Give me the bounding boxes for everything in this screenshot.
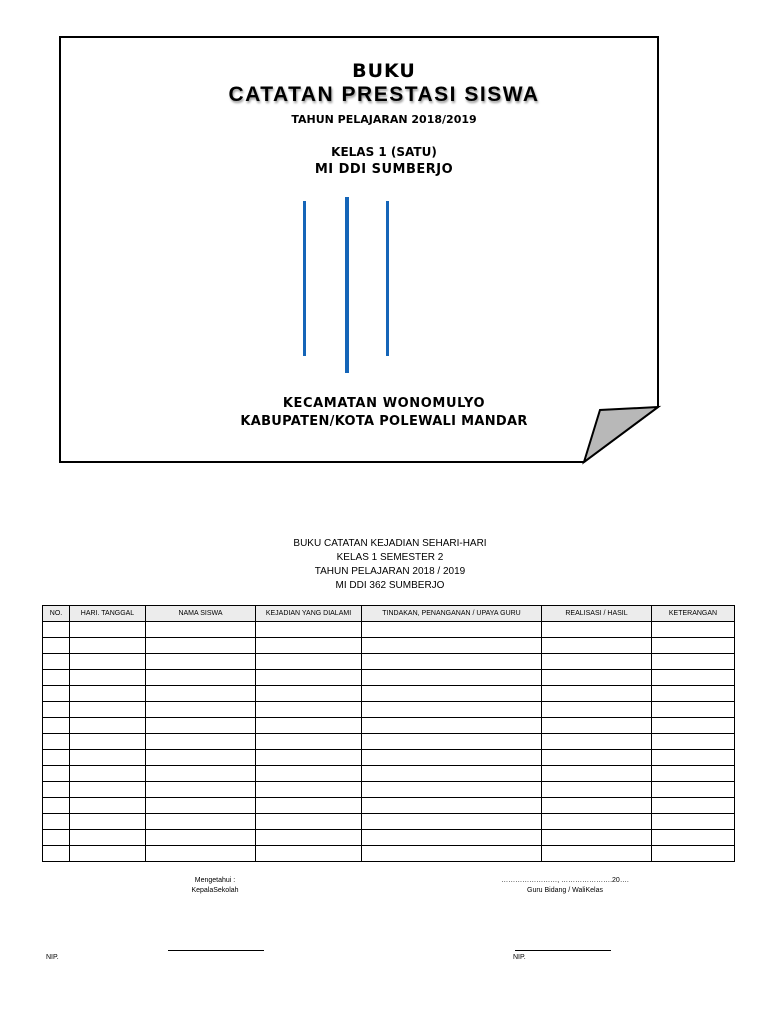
cover-school-year: TAHUN PELAJARAN 2018/2019 bbox=[291, 113, 477, 126]
table-cell[interactable] bbox=[542, 734, 652, 750]
col-header-action: TINDAKAN, PENANGANAN / UPAYA GURU bbox=[362, 606, 542, 622]
table-cell[interactable] bbox=[70, 814, 146, 830]
table-row bbox=[43, 654, 735, 670]
table-cell[interactable] bbox=[256, 654, 362, 670]
principal-label: KepalaSekolah bbox=[191, 887, 239, 894]
table-cell[interactable] bbox=[70, 734, 146, 750]
table-cell[interactable] bbox=[43, 750, 70, 766]
table-cell[interactable] bbox=[652, 814, 735, 830]
table-cell[interactable] bbox=[70, 718, 146, 734]
table-cell[interactable] bbox=[652, 670, 735, 686]
table-cell[interactable] bbox=[652, 782, 735, 798]
table-cell[interactable] bbox=[652, 734, 735, 750]
logbook-class-semester: KELAS 1 SEMESTER 2 bbox=[336, 552, 444, 563]
table-cell[interactable] bbox=[652, 718, 735, 734]
table-cell[interactable] bbox=[256, 782, 362, 798]
decor-line-right bbox=[386, 201, 389, 356]
table-cell[interactable] bbox=[146, 830, 256, 846]
table-cell[interactable] bbox=[256, 814, 362, 830]
table-cell[interactable] bbox=[652, 622, 735, 638]
table-header-row bbox=[43, 606, 735, 622]
table-cell[interactable] bbox=[43, 670, 70, 686]
table-row bbox=[43, 766, 735, 782]
table-cell[interactable] bbox=[43, 734, 70, 750]
table-cell[interactable] bbox=[542, 638, 652, 654]
table-cell[interactable] bbox=[43, 702, 70, 718]
table-cell[interactable] bbox=[256, 622, 362, 638]
table-row bbox=[43, 686, 735, 702]
table-cell[interactable] bbox=[362, 718, 542, 734]
table-cell[interactable] bbox=[256, 750, 362, 766]
table-cell[interactable] bbox=[146, 750, 256, 766]
decor-line-center bbox=[345, 197, 349, 373]
table-cell[interactable] bbox=[542, 654, 652, 670]
table-cell[interactable] bbox=[652, 750, 735, 766]
principal-signature-line bbox=[168, 950, 264, 951]
table-cell[interactable] bbox=[256, 670, 362, 686]
cover-page bbox=[0, 0, 768, 470]
table-cell[interactable] bbox=[362, 638, 542, 654]
table-cell[interactable] bbox=[43, 798, 70, 814]
table-cell[interactable] bbox=[652, 798, 735, 814]
table-cell[interactable] bbox=[70, 798, 146, 814]
table-cell[interactable] bbox=[542, 750, 652, 766]
table-row bbox=[43, 718, 735, 734]
table-cell[interactable] bbox=[146, 686, 256, 702]
table-cell[interactable] bbox=[256, 638, 362, 654]
table-cell[interactable] bbox=[542, 846, 652, 862]
table-cell[interactable] bbox=[43, 846, 70, 862]
table-cell[interactable] bbox=[362, 622, 542, 638]
nip-right: NIP. bbox=[513, 954, 526, 961]
table-cell[interactable] bbox=[256, 830, 362, 846]
logbook-school-year: TAHUN PELAJARAN 2018 / 2019 bbox=[314, 566, 466, 577]
table-cell[interactable] bbox=[542, 718, 652, 734]
table-cell[interactable] bbox=[43, 766, 70, 782]
logbook-title: BUKU CATATAN KEJADIAN SEHARI-HARI bbox=[293, 538, 487, 549]
table-cell[interactable] bbox=[70, 830, 146, 846]
table-cell[interactable] bbox=[362, 798, 542, 814]
table-cell[interactable] bbox=[146, 622, 256, 638]
table-cell[interactable] bbox=[652, 830, 735, 846]
col-header-no: NO. bbox=[43, 606, 70, 622]
table-cell[interactable] bbox=[652, 638, 735, 654]
table-cell[interactable] bbox=[652, 686, 735, 702]
table-cell[interactable] bbox=[652, 846, 735, 862]
table-cell[interactable] bbox=[256, 846, 362, 862]
table-cell[interactable] bbox=[362, 830, 542, 846]
table-cell[interactable] bbox=[652, 702, 735, 718]
date-line: ……………………, ………………….20…. bbox=[501, 877, 629, 884]
table-cell[interactable] bbox=[542, 830, 652, 846]
col-header-date: HARI. TANGGAL bbox=[70, 606, 146, 622]
table-cell[interactable] bbox=[362, 750, 542, 766]
table-cell[interactable] bbox=[146, 670, 256, 686]
table-row bbox=[43, 798, 735, 814]
cover-class: KELAS 1 (SATU) bbox=[331, 145, 437, 159]
table-row bbox=[43, 846, 735, 862]
cover-district: KECAMATAN WONOMULYO bbox=[282, 396, 486, 411]
teacher-signature-line bbox=[515, 950, 611, 951]
table-cell[interactable] bbox=[256, 686, 362, 702]
table-cell[interactable] bbox=[70, 846, 146, 862]
table-row bbox=[43, 814, 735, 830]
col-header-student-name: NAMA SISWA bbox=[146, 606, 256, 622]
table-row bbox=[43, 638, 735, 654]
table-cell[interactable] bbox=[70, 638, 146, 654]
col-header-incident: KEJADIAN YANG DIALAMI bbox=[256, 606, 362, 622]
table-row bbox=[43, 830, 735, 846]
table-cell[interactable] bbox=[362, 686, 542, 702]
table-cell[interactable] bbox=[362, 670, 542, 686]
table-cell[interactable] bbox=[146, 846, 256, 862]
col-header-notes: KETERANGAN bbox=[652, 606, 735, 622]
table-cell[interactable] bbox=[362, 734, 542, 750]
table-cell[interactable] bbox=[256, 766, 362, 782]
table-cell[interactable] bbox=[362, 766, 542, 782]
nip-left: NIP. bbox=[46, 954, 59, 961]
table-cell[interactable] bbox=[43, 654, 70, 670]
table-cell[interactable] bbox=[362, 846, 542, 862]
cover-title-top: BUKU bbox=[352, 60, 416, 82]
table-cell[interactable] bbox=[542, 622, 652, 638]
table-cell[interactable] bbox=[70, 670, 146, 686]
decor-line-left bbox=[303, 201, 306, 356]
table-cell[interactable] bbox=[256, 798, 362, 814]
table-cell[interactable] bbox=[43, 638, 70, 654]
table-cell[interactable] bbox=[652, 654, 735, 670]
table-row bbox=[43, 782, 735, 798]
table-cell[interactable] bbox=[652, 766, 735, 782]
table-cell[interactable] bbox=[70, 702, 146, 718]
table-cell[interactable] bbox=[70, 686, 146, 702]
table-cell[interactable] bbox=[43, 814, 70, 830]
table-cell[interactable] bbox=[256, 718, 362, 734]
col-header-result: REALISASI / HASIL bbox=[542, 606, 652, 622]
table-body bbox=[43, 622, 735, 862]
table-cell[interactable] bbox=[43, 830, 70, 846]
table-cell[interactable] bbox=[70, 766, 146, 782]
table-cell[interactable] bbox=[146, 766, 256, 782]
incident-table bbox=[42, 605, 735, 862]
table-cell[interactable] bbox=[146, 654, 256, 670]
table-cell[interactable] bbox=[70, 750, 146, 766]
teacher-label: Guru Bidang / WaliKelas bbox=[527, 887, 603, 894]
cover-regency: KABUPATEN/KOTA POLEWALI MANDAR bbox=[240, 414, 528, 429]
table-cell[interactable] bbox=[362, 702, 542, 718]
table-cell[interactable] bbox=[146, 782, 256, 798]
table-row bbox=[43, 750, 735, 766]
table-cell[interactable] bbox=[542, 798, 652, 814]
table-cell[interactable] bbox=[542, 686, 652, 702]
table-cell[interactable] bbox=[146, 814, 256, 830]
table-cell[interactable] bbox=[70, 654, 146, 670]
table-cell[interactable] bbox=[43, 782, 70, 798]
cover-title-main: CATATAN PRESTASI SISWA bbox=[228, 83, 540, 106]
table-cell[interactable] bbox=[542, 670, 652, 686]
table-cell[interactable] bbox=[256, 734, 362, 750]
table-cell[interactable] bbox=[146, 702, 256, 718]
table-cell[interactable] bbox=[542, 766, 652, 782]
table-row bbox=[43, 622, 735, 638]
table-cell[interactable] bbox=[43, 718, 70, 734]
table-row bbox=[43, 670, 735, 686]
cover-school: MI DDI SUMBERJO bbox=[314, 162, 454, 177]
table-cell[interactable] bbox=[362, 654, 542, 670]
table-cell[interactable] bbox=[256, 702, 362, 718]
acknowledged-label: Mengetahui : bbox=[194, 877, 236, 884]
logbook-school: MI DDI 362 SUMBERJO bbox=[335, 580, 445, 591]
table-row bbox=[43, 702, 735, 718]
table-cell[interactable] bbox=[146, 734, 256, 750]
table-cell[interactable] bbox=[70, 622, 146, 638]
table-cell[interactable] bbox=[362, 814, 542, 830]
table-cell[interactable] bbox=[542, 814, 652, 830]
table-cell[interactable] bbox=[146, 638, 256, 654]
table-cell[interactable] bbox=[542, 702, 652, 718]
table-cell[interactable] bbox=[146, 798, 256, 814]
table-row bbox=[43, 734, 735, 750]
table-cell[interactable] bbox=[146, 718, 256, 734]
table-cell[interactable] bbox=[43, 686, 70, 702]
table-cell[interactable] bbox=[43, 622, 70, 638]
table-cell[interactable] bbox=[362, 782, 542, 798]
table-cell[interactable] bbox=[542, 782, 652, 798]
table-cell[interactable] bbox=[70, 782, 146, 798]
